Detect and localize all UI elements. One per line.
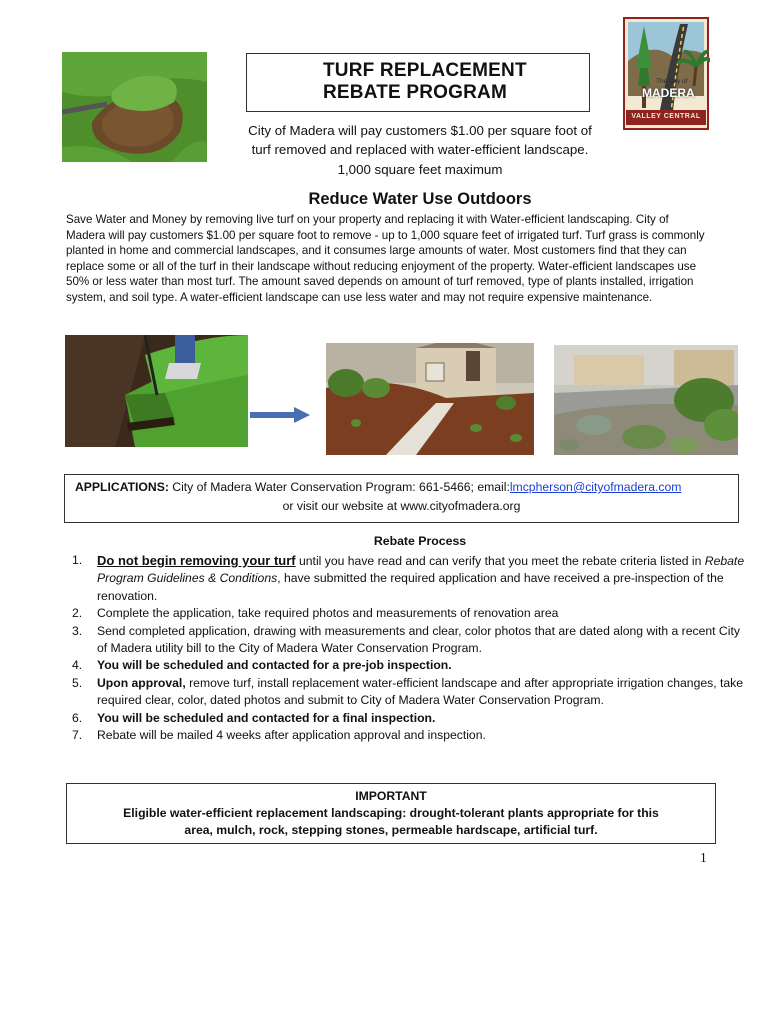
step-number: 4.: [72, 658, 83, 673]
logo-banner-text: VALLEY CENTRAL: [631, 113, 701, 120]
step-text: until you have read and can verify that you meet the rebate criteria listed in: [295, 554, 705, 568]
important-heading: IMPORTANT: [355, 789, 427, 803]
section-heading: Reduce Water Use Outdoors: [308, 190, 532, 208]
important-box: [66, 783, 716, 844]
step-number: 5.: [72, 675, 83, 690]
list-item: [66, 727, 746, 744]
list-item: [66, 623, 746, 658]
step-text: Send completed application, drawing with measurements and clear, color photos that are dated along with a recent City of Madera utility bill to the City of Madera Water Conservation Program.: [97, 623, 740, 656]
step-number: 7.: [72, 728, 83, 743]
step-number: 3.: [72, 623, 83, 638]
list-item: [66, 657, 746, 674]
title-box: [246, 53, 590, 112]
logo-main-text: MADERA: [642, 86, 695, 100]
title-line-2: REBATE PROGRAM: [323, 82, 508, 103]
body-paragraph: Save Water and Money by removing live turf on your property and replacing it with Water-efficient landscaping. City of Madera will pay customers $1.00 per square foot to remove - up to 1,000 square feet of irrigated turf. Turf grass is commonly planted in home and commercial landscapes, and it consumes large amounts of water. Most customers find that they can replace some or all of the turf in their landscape without reducing enjoyment of the property. Water-efficient landscapes use 50% or less water than most turf. The amount saved depends on amount of turf removed, type of plants installed, irrigation system, and soil type. A water-efficient landscape can use less water and may not require expensive maintenance.: [66, 213, 705, 304]
finished-landscape-photo: [326, 343, 534, 455]
list-item: [66, 552, 746, 605]
step-number: 6.: [72, 710, 83, 725]
important-line-1: Eligible water-efficient replacement landscaping: drought-tolerant plants appropriate for this: [123, 806, 659, 820]
step-text: remove turf, install replacement water-efficient landscape and after appropriate irrigation changes, take required clear, color, dated photos and submit to City of Madera Water Conservation Program.: [97, 675, 744, 708]
list-item: [66, 710, 746, 727]
max-area-text: 1,000 square feet maximum: [337, 162, 503, 177]
step-number: 1.: [72, 553, 83, 567]
important-line-2: area, mulch, rock, stepping stones, permeable hardscape, artificial turf.: [184, 823, 598, 837]
list-item: [66, 675, 746, 710]
applications-text: City of Madera Water Conservation Program: 661-5466; email:: [168, 480, 510, 494]
step-text: Rebate will be mailed 4 weeks after application approval and inspection.: [97, 728, 486, 743]
website-line: or visit our website at www.cityofmadera.org: [282, 499, 521, 513]
step-text: , have submitted the required application and have received a pre-inspection of the renovation.: [97, 571, 724, 603]
intro-line-2: turf removed and replaced with water-efficient landscape.: [251, 142, 589, 157]
guidelines-title: Rebate Program Guidelines & Conditions: [97, 554, 745, 586]
applications-line: [75, 480, 681, 494]
applications-label: APPLICATIONS:: [75, 480, 169, 494]
step-emphasis: Do not begin removing your turf: [97, 553, 296, 568]
title-line-1: TURF REPLACEMENT: [323, 60, 527, 81]
page-number: 1: [700, 850, 707, 865]
right-arrow-icon: [248, 405, 312, 425]
step-emphasis: Upon approval,: [97, 675, 186, 690]
step-text: Complete the application, take required photos and measurements of renovation area: [97, 606, 559, 621]
rebate-process-heading: Rebate Process: [373, 534, 467, 548]
step-number: 2.: [72, 606, 83, 621]
email-link[interactable]: lmcpherson@cityofmadera.com: [509, 480, 682, 494]
intro-text: [230, 121, 610, 159]
step-text: You will be scheduled and contacted for a pre-job inspection.: [97, 658, 452, 673]
city-of-madera-logo: [622, 16, 710, 131]
turf-removal-photo: [62, 52, 207, 162]
applications-box: [64, 474, 739, 523]
sod-installation-photo: [65, 335, 248, 447]
rebate-steps-list: [66, 552, 746, 744]
logo-small-text: The City of: [656, 78, 688, 85]
drought-tolerant-yard-photo: [554, 345, 738, 455]
intro-line-1: City of Madera will pay customers $1.00 per square foot of: [248, 123, 592, 138]
step-text: You will be scheduled and contacted for a final inspection.: [97, 710, 436, 725]
list-item: [66, 605, 746, 622]
